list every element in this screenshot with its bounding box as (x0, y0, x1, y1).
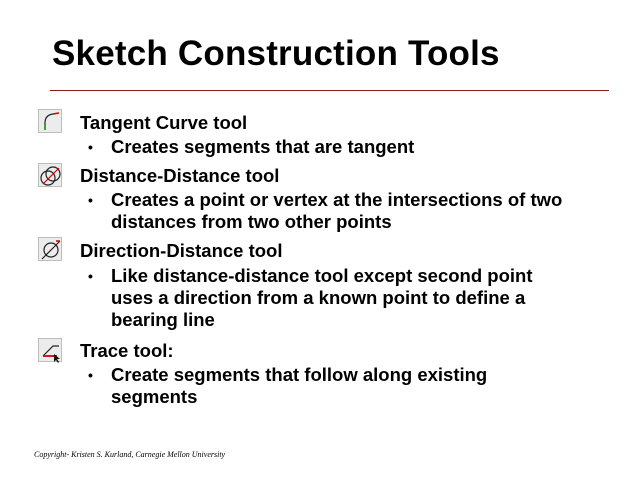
tool-description: segments (111, 386, 198, 407)
distance-distance-icon[interactable] (38, 163, 62, 187)
tool-name: Trace tool: (80, 340, 174, 361)
tool-description: distances from two other points (111, 211, 392, 232)
title-divider (50, 90, 609, 91)
tool-description: bearing line (111, 309, 215, 330)
tool-description: uses a direction from a known point to define a (111, 287, 526, 308)
tool-description: Creates segments that are tangent (111, 136, 415, 157)
copyright-footer: Copyright- Kristen S. Kurland, Carnegie Mellon University (34, 450, 226, 459)
tool-name: Distance-Distance tool (80, 165, 280, 186)
bullet-marker: • (88, 367, 93, 383)
tool-description: Like distance-distance tool except second point (111, 265, 533, 286)
trace-icon[interactable] (38, 338, 62, 362)
tool-description: Create segments that follow along existing (111, 364, 488, 385)
tangent-curve-icon[interactable] (38, 109, 62, 133)
bullet-marker: • (88, 268, 93, 284)
bullet-marker: • (88, 192, 93, 208)
tool-name: Tangent Curve tool (80, 112, 248, 133)
direction-distance-icon[interactable] (38, 237, 62, 261)
tool-name: Direction-Distance tool (80, 240, 283, 261)
slide-title: Sketch Construction Tools (52, 34, 500, 73)
bullet-marker: • (88, 139, 93, 155)
tool-description: Creates a point or vertex at the intersections of two (111, 189, 563, 210)
